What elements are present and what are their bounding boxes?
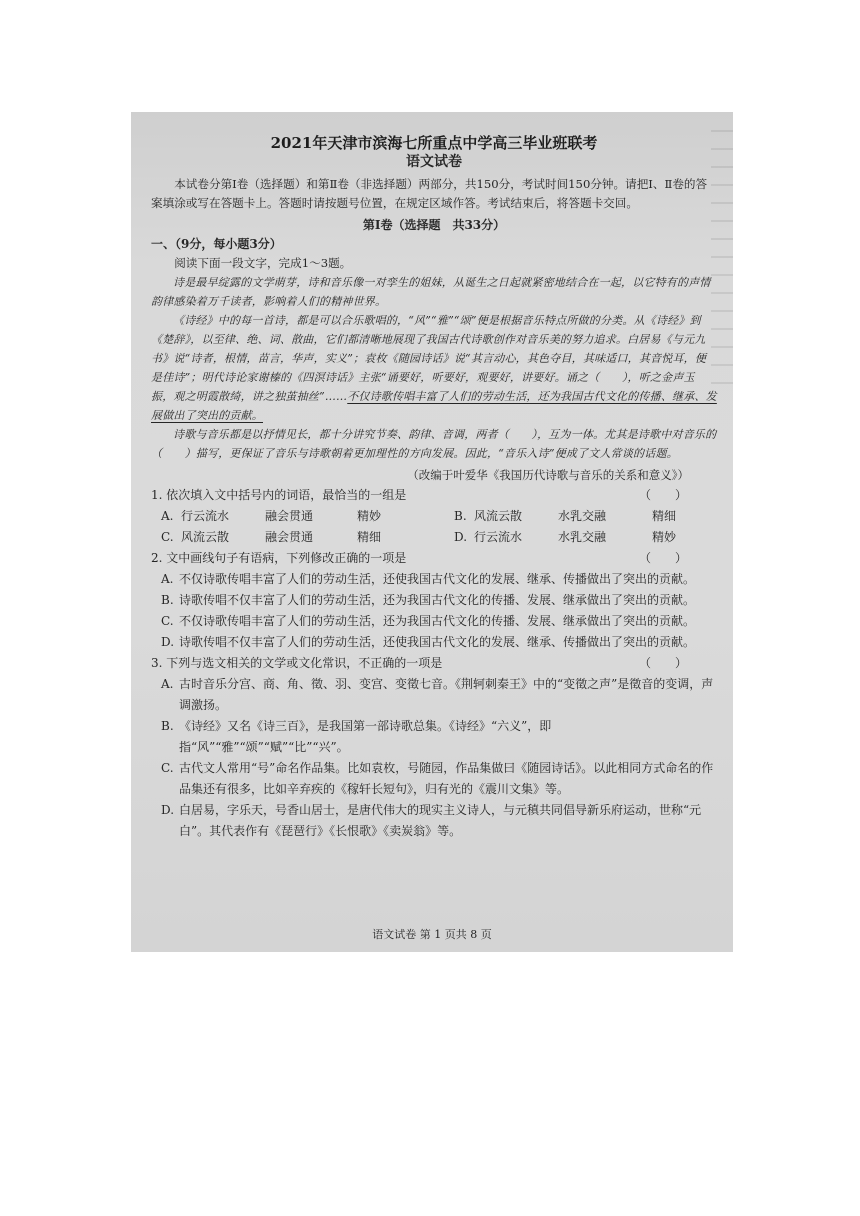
option-text: 白居易，字乐天，号香山居士，是唐代伟大的现实主义诗人，与元稹共同倡导新乐府运动，世称“元白”。其代表作有《琵琶行》《长恨歌》《卖炭翁》等。	[179, 803, 702, 838]
question-stem	[151, 653, 717, 674]
question-1-option-row-a	[151, 506, 717, 527]
option-letter: A.	[161, 572, 174, 586]
passage-paragraph-1: 诗是最早绽露的文学萌芽，诗和音乐像一对孪生的姐妹，从诞生之日起就紧密地结合在一起，以它特有的声情韵律感染着万千读者，影响着人们的精神世界。	[151, 276, 711, 308]
option-cell: 风流云散	[474, 509, 523, 523]
question-3-option-c	[151, 758, 717, 800]
question-3-option-b	[151, 716, 717, 758]
page-footer: 语文试卷 第 1 页共 8 页	[372, 928, 492, 941]
answer-blank: （ ）	[638, 656, 687, 670]
question-3-option-d	[151, 800, 717, 842]
option-cell: 融会贯通	[265, 530, 314, 544]
option-text: 不仅诗歌传唱丰富了人们的劳动生活，还使我国古代文化的发展、继承、传播做出了突出的贡献。	[179, 572, 696, 586]
exam-subtitle: 语文试卷	[406, 154, 462, 170]
option-cell: 精妙	[652, 530, 677, 544]
option-letter: C.	[161, 614, 174, 628]
question-1-stem: 1. 依次填入文中括号内的词语，最恰当的一组是	[151, 488, 407, 502]
exam-content	[151, 134, 717, 842]
option-letter: B.	[454, 509, 467, 523]
option-cell: 精细	[357, 530, 382, 544]
option-cell: 风流云散	[181, 530, 230, 544]
question-1-option-row-c	[151, 527, 717, 548]
exam-title: 2021年天津市滨海七所重点中学高三毕业班联考	[270, 134, 598, 152]
option-text: 不仅诗歌传唱丰富了人们的劳动生活，还为我国古代文化的传播、发展、继承做出了突出的贡献。	[179, 614, 696, 628]
option-letter: A.	[161, 677, 174, 691]
option-cell: 精细	[652, 509, 677, 523]
passage-paragraph-2	[151, 311, 717, 425]
question-3-stem: 3. 下列与选文相关的文学或文化常识，不正确的一项是	[151, 656, 443, 670]
answer-blank: （ ）	[638, 488, 687, 502]
option-letter: A.	[161, 509, 174, 523]
question-3-option-a	[151, 674, 717, 716]
option-cell: 水乳交融	[558, 530, 607, 544]
reading-intro: 阅读下面一段文字，完成1～3题。	[174, 256, 352, 270]
option-cell: 水乳交融	[558, 509, 607, 523]
question-2-option-a	[151, 569, 717, 590]
question-2-option-b	[151, 590, 717, 611]
option-letter: B.	[161, 593, 174, 607]
option-letter: B.	[161, 719, 174, 733]
option-letter: D.	[454, 530, 468, 544]
passage-source: （改编于叶爱华《我国历代诗歌与音乐的关系和意义》）	[407, 468, 689, 482]
section-title: 第Ⅰ卷（选择题 共33分）	[362, 218, 506, 232]
question-2-option-d	[151, 632, 717, 653]
answer-blank: （ ）	[638, 551, 687, 565]
option-cell: 行云流水	[474, 530, 523, 544]
question-2-option-c	[151, 611, 717, 632]
option-cell: 行云流水	[181, 509, 230, 523]
option-text: 古时音乐分宫、商、角、徵、羽、变宫、变徵七音。《荆轲刺秦王》中的“变徵之声”是徵音的变调，声调激扬。	[179, 677, 714, 712]
question-stem	[151, 485, 717, 506]
question-2-stem: 2. 文中画线句子有语病，下列修改正确的一项是	[151, 551, 407, 565]
question-3	[151, 653, 717, 842]
part-heading: 一、（9分，每小题3分）	[151, 237, 282, 251]
exam-page-photo	[131, 112, 733, 952]
option-text: 诗歌传唱不仅丰富了人们的劳动生活，还为我国古代文化的传播、发展、继承做出了突出的贡献。	[179, 593, 696, 607]
option-letter: D.	[161, 635, 175, 649]
option-letter: C.	[161, 530, 174, 544]
question-stem	[151, 548, 717, 569]
option-text: 诗歌传唱不仅丰富了人们的劳动生活，还使我国古代文化的发展、继承、传播做出了突出的贡献。	[179, 635, 696, 649]
option-letter: D.	[161, 803, 175, 817]
exam-instructions: 本试卷分第Ⅰ卷（选择题）和第Ⅱ卷（非选择题）两部分，共150分，考试时间150分钟。请把Ⅰ、Ⅱ卷的答案填涂或写在答题卡上。答题时请按题号位置，在规定区域作答。考试结束后，将答题卡交回。	[151, 177, 708, 210]
passage-paragraph-3: 诗歌与音乐都是以抒情见长，都十分讲究节奏、韵律、音调，两者（ ），互为一体。尤其是诗歌中对音乐的（ ）描写，更保证了音乐与诗歌朝着更加理性的方向发展。因此，“音乐入诗”便成了文人常谈的话题。	[151, 428, 717, 460]
option-text: 《诗经》又名《诗三百》，是我国第一部诗歌总集。《诗经》“六义”，即指“风”“雅”“颂”“赋”“比”“兴”。	[179, 719, 552, 754]
question-2	[151, 548, 717, 653]
underlined-sentence: 不仅诗歌传唱丰富了人们的劳动生活，还为我国古代文化的传播、继承、发展做出了突出的贡献。	[151, 390, 717, 422]
passage-paragraph-2-text: 《诗经》中的每一首诗，都是可以合乐歌唱的，“风”“雅”“颂”便是根据音乐特点所做的分类。从《诗经》到《楚辞》，以至律、绝、词、散曲，它们都清晰地展现了我国古代诗歌创作对音乐美的努力追求。白居易《与元九书》说“诗者，根情，苗言，华声，实义”；袁枚《随园诗话》说“其言动心，其色夺目，其味适口，其音悦耳，便是佳诗”；明代诗论家谢榛的《四溟诗话》主张“诵要好，听要好，观要好，讲要好。诵之（ ），听之金声玉振，观之明霞散绮，讲之独茧抽丝”……	[151, 314, 707, 403]
option-text: 古代文人常用“号”命名作品集。比如袁枚，号随园，作品集做曰《随园诗话》。以此相同方式命名的作品集还有很多，比如辛弃疾的《稼轩长短句》，归有光的《震川文集》等。	[179, 761, 714, 796]
option-letter: C.	[161, 761, 174, 775]
question-1	[151, 485, 717, 548]
option-cell: 精妙	[357, 509, 382, 523]
option-cell: 融会贯通	[265, 509, 314, 523]
